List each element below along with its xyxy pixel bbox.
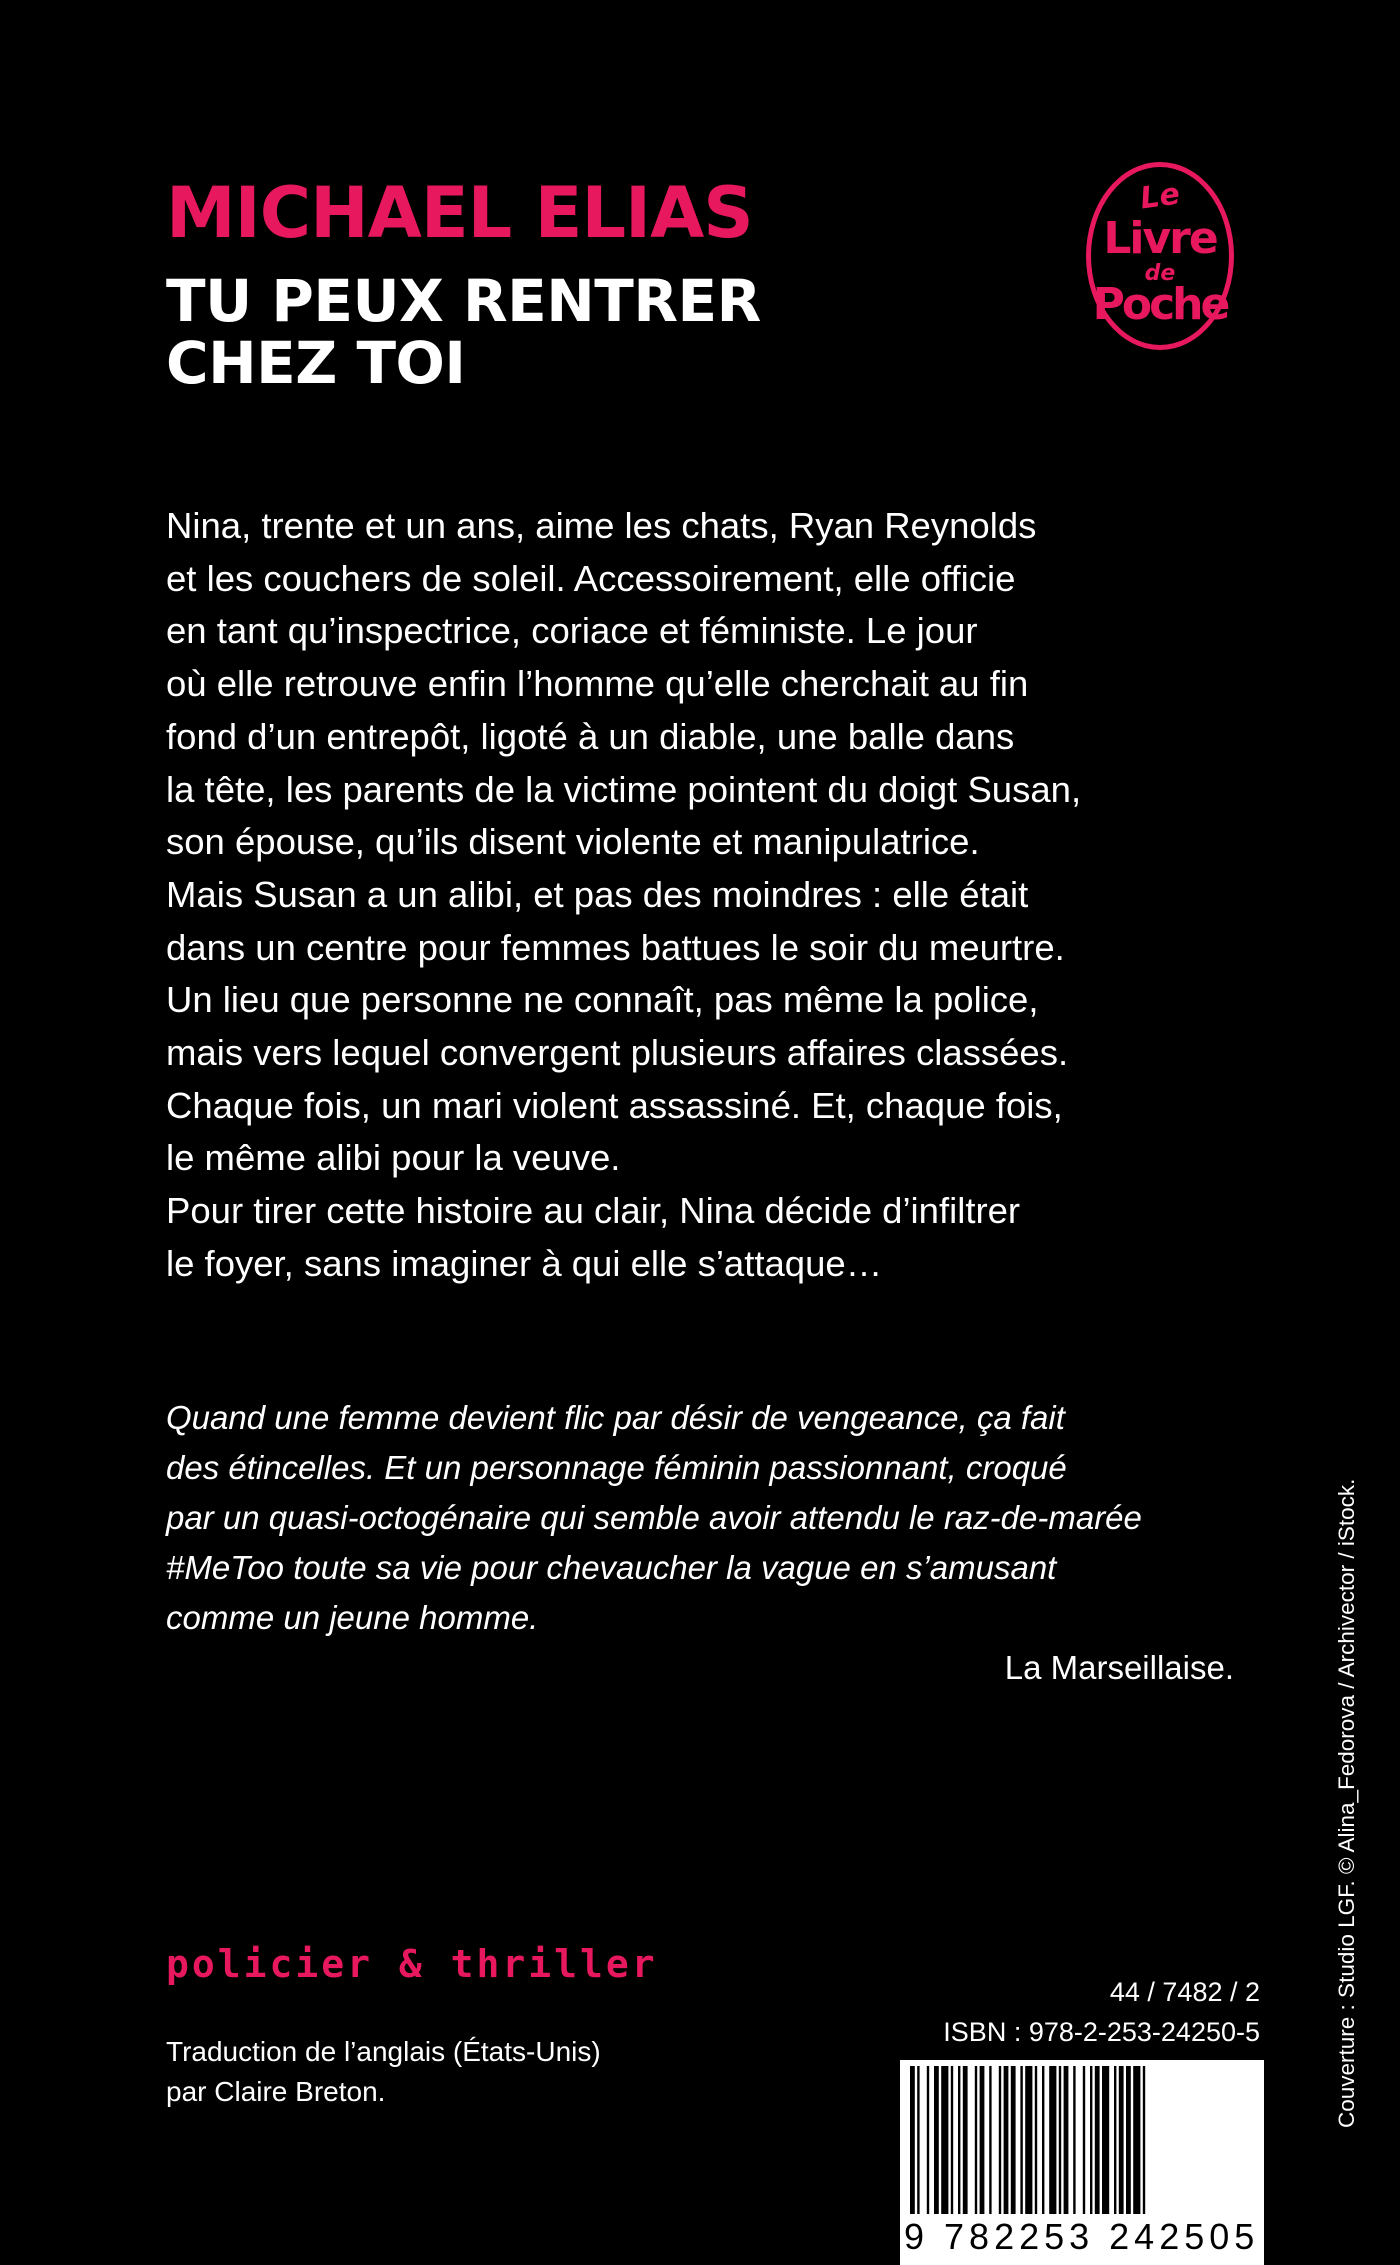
synopsis-line: le foyer, sans imaginer à qui elle s’attaque… [166, 1242, 883, 1284]
barcode-bars [908, 2066, 1256, 2214]
translation-line: par Claire Breton. [166, 2076, 386, 2107]
catalog-info [943, 1972, 1260, 2052]
title-line: TU PEUX RENTRER [166, 267, 761, 335]
barcode-bar [1102, 2066, 1109, 2214]
quote-line: des étincelles. Et un personnage féminin passionnant, croqué [166, 1449, 1067, 1486]
synopsis-line: mais vers lequel convergent plusieurs affaires classées. [166, 1032, 1069, 1074]
barcode-bar [1083, 2066, 1085, 2214]
synopsis-line: son épouse, qu’ils disent violente et manipulatrice. [166, 821, 980, 863]
synopsis-line: la tête, les parents de la victime pointent du doigt Susan, [166, 768, 1082, 810]
barcode-bar [1020, 2066, 1022, 2214]
barcode-bar [934, 2066, 939, 2214]
synopsis-line: où elle retrouve enfin l’homme qu’elle cherchait au fin [166, 663, 1029, 705]
barcode-bar [1143, 2066, 1145, 2214]
barcode-bar [927, 2066, 929, 2214]
press-quote [166, 1393, 1256, 1643]
author-name: MICHAEL ELIAS [166, 172, 753, 254]
synopsis-line: Chaque fois, un mari violent assassiné. Et, chaque fois, [166, 1084, 1063, 1126]
barcode-bar [941, 2066, 948, 2214]
logo-text: Le [1138, 176, 1182, 217]
barcode-bar [917, 2066, 919, 2214]
synopsis-line: fond d’un entrepôt, ligoté à un diable, une balle dans [166, 715, 1015, 757]
quote-line: comme un jeune homme. [166, 1599, 539, 1636]
synopsis-line: Pour tirer cette histoire au clair, Nina décide d’infiltrer [166, 1190, 1021, 1232]
isbn: ISBN : 978-2-253-24250-5 [943, 2017, 1260, 2047]
synopsis-line: et les couchers de soleil. Accessoirement, elle officie [166, 557, 1016, 599]
quote-line: #MeToo toute sa vie pour chevaucher la vague en s’amusant [166, 1549, 1057, 1586]
book-title [166, 267, 761, 397]
barcode-bar [1133, 2066, 1140, 2214]
genre-label: policier & thriller [166, 1942, 658, 1986]
publisher-logo [1086, 162, 1234, 350]
quote-source: La Marseillaise. [1004, 1649, 1234, 1686]
barcode-bar [910, 2066, 915, 2214]
barcode-bar [1042, 2066, 1044, 2214]
synopsis-line: en tant qu’inspectrice, coriace et féministe. Le jour [166, 610, 978, 652]
title-line: CHEZ TOI [166, 329, 466, 397]
barcode-bar [980, 2066, 985, 2214]
barcode-bar [1011, 2066, 1016, 2214]
synopsis-line: dans un centre pour femmes battues le soir du meurtre. [166, 926, 1065, 968]
barcode-bar [1090, 2066, 1092, 2214]
logo-text: de [1144, 261, 1176, 286]
barcode-bar [1073, 2066, 1075, 2214]
barcode-bar [951, 2066, 953, 2214]
barcode-digits: 9 782253 242505 [900, 2215, 1264, 2259]
barcode-bar [963, 2066, 968, 2214]
cover-credit: Couverture : Studio LGF. © Alina_Fedorova / Archivector / iStock. [1334, 1478, 1359, 2128]
barcode-bar [1004, 2066, 1009, 2214]
barcode-bar [1035, 2066, 1037, 2214]
barcode-bar [989, 2066, 991, 2214]
logo-text: Livre [1103, 213, 1217, 264]
catalog-code: 44 / 7482 / 2 [1109, 1977, 1260, 2007]
barcode-bar [999, 2066, 1001, 2214]
translation-credit [166, 2032, 601, 2112]
barcode-bar [1095, 2066, 1100, 2214]
synopsis-line: Mais Susan a un alibi, et pas des moindres : elle était [166, 873, 1029, 915]
synopsis-line: le même alibi pour la veuve. [166, 1137, 621, 1179]
barcode-bar [1049, 2066, 1056, 2214]
barcode [900, 2060, 1264, 2265]
barcode-bar [1119, 2066, 1124, 2214]
barcode-bar [1059, 2066, 1061, 2214]
quote-line: Quand une femme devient flic par désir de vengeance, ça fait [166, 1399, 1065, 1436]
barcode-bar [1064, 2066, 1069, 2214]
barcode-bar [1025, 2066, 1032, 2214]
logo-text: Poche [1092, 279, 1228, 330]
barcode-bar [1114, 2066, 1116, 2214]
barcode-bar [1126, 2066, 1131, 2214]
translation-line: Traduction de l’anglais (États-Unis) [166, 2036, 601, 2067]
quote-line: par un quasi-octogénaire qui semble avoir attendu le raz-de-marée [166, 1499, 1142, 1536]
synopsis-line: Nina, trente et un ans, aime les chats, Ryan Reynolds [166, 505, 1037, 546]
barcode-bar [975, 2066, 977, 2214]
synopsis-line: Un lieu que personne ne connaît, pas même la police, [166, 979, 1039, 1021]
barcode-bar [958, 2066, 960, 2214]
synopsis [166, 500, 1256, 1291]
